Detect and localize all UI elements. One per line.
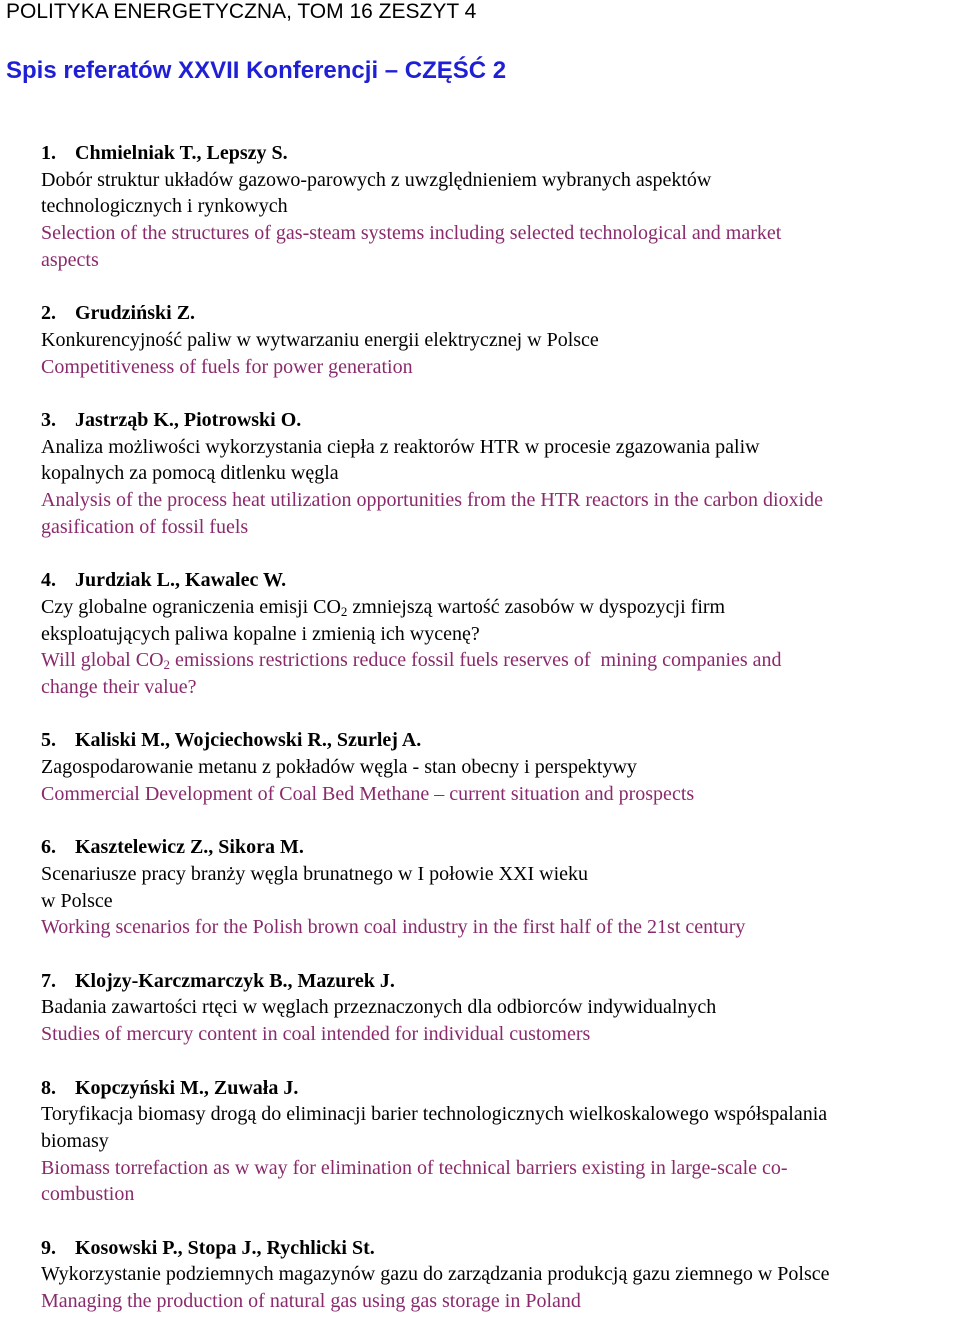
title-en bbox=[41, 647, 960, 700]
list-item bbox=[41, 1075, 960, 1209]
title-en-line: emissions restrictions reduce fossil fuels reserves of mining companies and bbox=[170, 649, 782, 672]
title-en: Studies of mercury content in coal intended for individual customers bbox=[41, 1023, 591, 1046]
entry-number: 3. bbox=[41, 409, 56, 431]
title-pl bbox=[41, 861, 960, 914]
entry-authors bbox=[41, 300, 960, 327]
title-pl-line: kopalnych za pomocą ditlenku węgla bbox=[41, 462, 339, 485]
entry-authors bbox=[41, 567, 960, 594]
title-pl bbox=[41, 434, 960, 487]
title-pl: Wykorzystanie podziemnych magazynów gazu do zarządzania produkcją gazu ziemnego w Polsce bbox=[41, 1263, 830, 1286]
entry-authors bbox=[41, 1075, 960, 1102]
authors-text: Kasztelewicz Z., Sikora M. bbox=[75, 836, 304, 859]
subscript: 2 bbox=[163, 657, 171, 673]
title-en-line: Analysis of the process heat utilization opportunities from the HTR reactors in the carbon dioxide bbox=[41, 489, 824, 512]
list-item bbox=[41, 968, 960, 1048]
authors-text: Jurdziak L., Kawalec W. bbox=[75, 569, 287, 592]
list-item bbox=[41, 407, 960, 541]
title-pl-line: w Polsce bbox=[41, 889, 113, 912]
list-item bbox=[41, 140, 960, 274]
title-en: Commercial Development of Coal Bed Methane – current situation and prospects bbox=[41, 782, 695, 805]
title-en-line: change their value? bbox=[41, 676, 197, 699]
authors-text: Kaliski M., Wojciechowski R., Szurlej A. bbox=[75, 729, 422, 752]
title-pl bbox=[41, 594, 960, 647]
title-pl bbox=[41, 167, 960, 220]
title-pl-line: Analiza możliwości wykorzystania ciepła z reaktorów HTR w procesie zgazowania paliw bbox=[41, 435, 760, 458]
entry-authors bbox=[41, 968, 960, 995]
entry-number: 1. bbox=[41, 142, 56, 164]
journal-header: POLITYKA ENERGETYCZNA, TOM 16 ZESZYT 4 bbox=[6, 0, 477, 23]
title-pl: Konkurencyjność paliw w wytwarzaniu energii elektrycznej w Polsce bbox=[41, 328, 599, 351]
title-en-line: Will global CO bbox=[41, 649, 164, 672]
entry-authors bbox=[41, 140, 960, 167]
title-pl-line: Dobór struktur układów gazowo-parowych z uwzględnieniem wybranych aspektów bbox=[41, 168, 712, 191]
title-pl-line: biomasy bbox=[41, 1129, 109, 1152]
title-pl-line: eksploatujących paliwa kopalne i zmienią ich wycenę? bbox=[41, 622, 480, 645]
list-item bbox=[41, 300, 960, 380]
title-en: Working scenarios for the Polish brown coal industry in the first half of the 21st century bbox=[41, 916, 746, 939]
authors-text: Klojzy-Karczmarczyk B., Mazurek J. bbox=[75, 969, 395, 992]
authors-text: Grudziński Z. bbox=[75, 302, 196, 325]
title-en-line: Selection of the structures of gas-steam systems including selected technological and market bbox=[41, 222, 782, 245]
title-pl-line: Scenariusze pracy branży węgla brunatnego w I połowie XXI wieku bbox=[41, 862, 589, 885]
title-en: Managing the production of natural gas using gas storage in Poland bbox=[41, 1290, 581, 1313]
title-en bbox=[41, 487, 960, 540]
title-en-line: Biomass torrefaction as w way for elimination of technical barriers existing in large-scale co- bbox=[41, 1156, 788, 1179]
entry-number: 6. bbox=[41, 836, 56, 859]
subscript: 2 bbox=[340, 603, 348, 619]
title-en bbox=[41, 1155, 960, 1208]
authors-text: Chmielniak T., Lepszy S. bbox=[75, 142, 288, 164]
title-en-line: aspects bbox=[41, 248, 99, 271]
authors-text: Kopczyński M., Zuwała J. bbox=[75, 1076, 299, 1099]
title-en bbox=[41, 220, 960, 273]
entry-number: 5. bbox=[41, 729, 56, 752]
title-pl-line: Toryfikacja biomasy drogą do eliminacji barier technologicznych wielkoskalowego współspalania bbox=[41, 1103, 828, 1126]
authors-text: Jastrząb K., Piotrowski O. bbox=[75, 409, 302, 431]
title-en: Competitiveness of fuels for power generation bbox=[41, 355, 413, 378]
title-en-line: gasification of fossil fuels bbox=[41, 515, 249, 538]
title-pl: Badania zawartości rtęci w węglach przeznaczonych dla odbiorców indywidualnych bbox=[41, 996, 717, 1019]
paper-list bbox=[41, 140, 960, 1315]
entry-number: 2. bbox=[41, 302, 56, 325]
entry-authors bbox=[41, 834, 960, 861]
entry-authors bbox=[41, 1235, 960, 1262]
list-item bbox=[41, 727, 960, 807]
list-item bbox=[41, 1235, 960, 1315]
entry-authors bbox=[41, 727, 960, 754]
list-item bbox=[41, 834, 960, 941]
list-item bbox=[41, 567, 960, 701]
title-pl-line: zmniejszą wartość zasobów w dyspozycji firm bbox=[347, 595, 726, 618]
title-en-line: combustion bbox=[41, 1183, 135, 1206]
page-title: Spis referatów XXVII Konferencji – CZĘŚĆ 2 bbox=[6, 57, 507, 84]
title-pl: Zagospodarowanie metanu z pokładów węgla - stan obecny i perspektywy bbox=[41, 756, 637, 779]
entry-authors bbox=[41, 407, 960, 434]
authors-text: Kosowski P., Stopa J., Rychlicki St. bbox=[75, 1236, 375, 1259]
entry-number: 4. bbox=[41, 569, 56, 592]
entry-number: 8. bbox=[41, 1076, 56, 1099]
entry-number: 7. bbox=[41, 969, 56, 992]
title-pl bbox=[41, 1101, 960, 1154]
title-pl-line: Czy globalne ograniczenia emisji CO bbox=[41, 595, 341, 618]
title-pl-line: technologicznych i rynkowych bbox=[41, 195, 288, 218]
entry-number: 9. bbox=[41, 1236, 56, 1259]
